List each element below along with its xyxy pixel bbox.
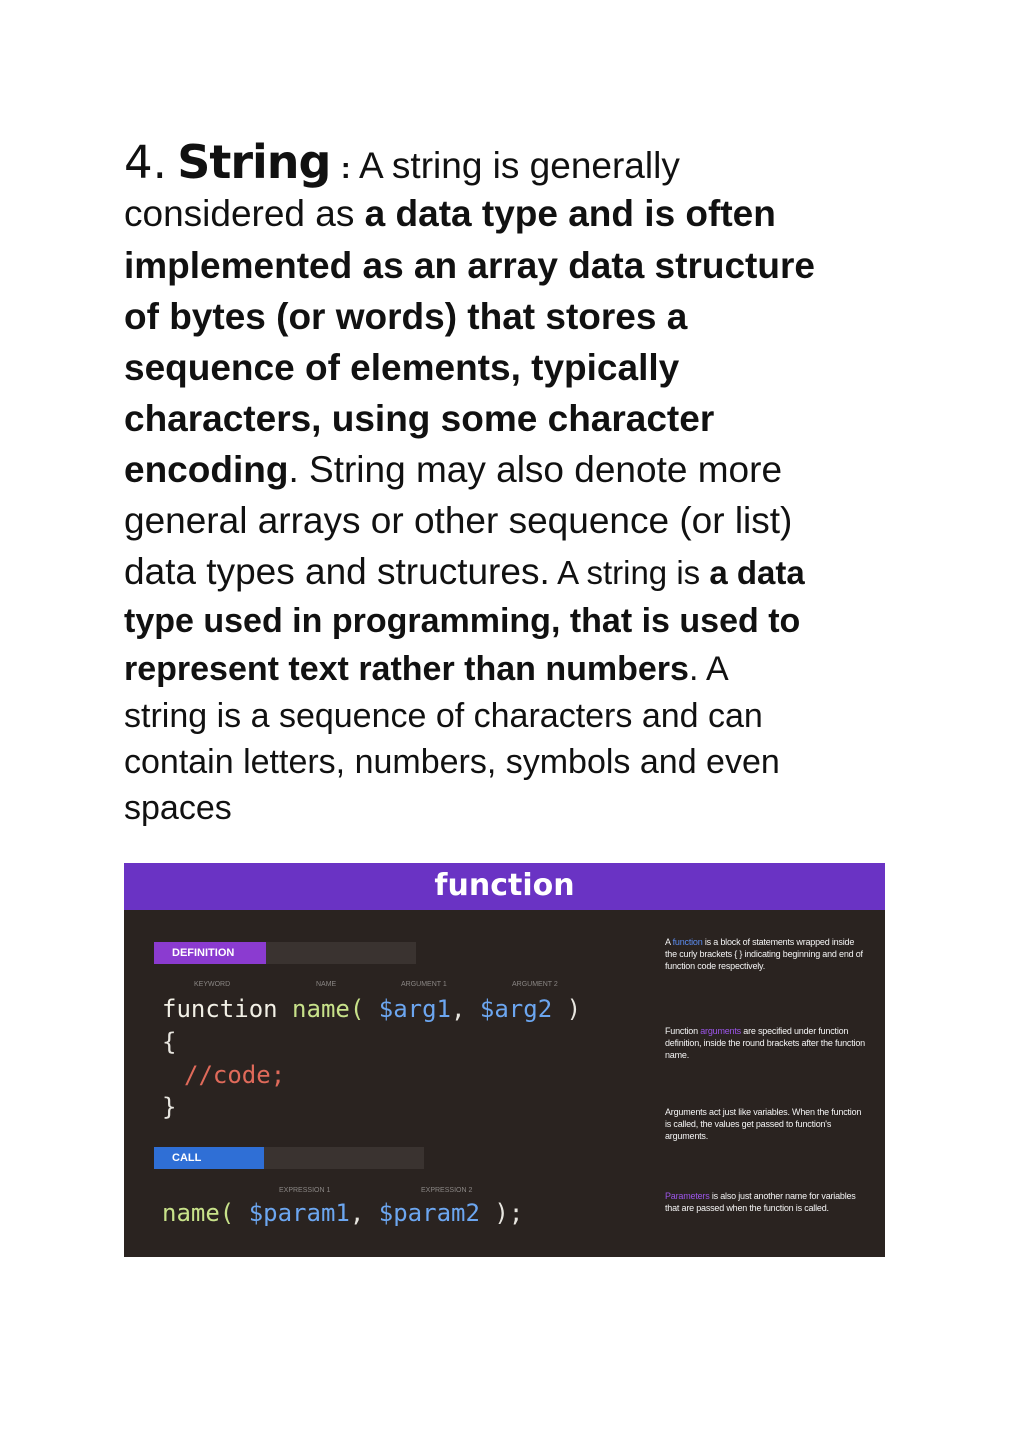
arg1-token: $arg1	[378, 995, 451, 1023]
keyword-token: function	[162, 995, 278, 1023]
close-paren-token: )	[566, 995, 582, 1023]
text-line-1: A string is generally	[359, 145, 680, 186]
bold-span: of bytes (or words) that stores a	[124, 296, 688, 337]
name-token: name(	[292, 995, 365, 1023]
section-number: 4.	[124, 136, 167, 189]
text-span: considered as	[124, 193, 365, 234]
keyword-label: KEYWORD	[194, 981, 231, 988]
function-note	[665, 936, 865, 972]
text-span: . String may also denote more	[288, 449, 783, 490]
call-name-token: name(	[162, 1199, 235, 1227]
note-text: Arguments act just like variables. When the function is called, the values get passed to function's arguments.	[665, 1107, 862, 1141]
note-text: is a block of statements wrapped inside the curly brackets { } indicating beginning and end of function code respectively.	[665, 937, 863, 971]
argument1-label: ARGUMENT 1	[401, 981, 447, 988]
text-line-7	[124, 444, 914, 495]
bold-span: type used in programming, that is used to	[124, 602, 801, 640]
text-line-8	[124, 495, 914, 546]
text-span: general arrays or other sequence (or list)	[124, 500, 793, 541]
function-diagram-image	[124, 863, 885, 1257]
note-highlight: function	[672, 937, 703, 947]
bold-span: characters, using some character	[124, 398, 715, 439]
definition-tag-bar	[266, 942, 416, 964]
call-end-token: );	[494, 1199, 524, 1227]
text-line-14	[124, 785, 914, 831]
text-line-10	[124, 597, 914, 645]
bold-span: a data	[709, 554, 805, 591]
text-line-13	[124, 739, 914, 785]
call-tag-bar	[264, 1147, 424, 1169]
figure-title: function	[434, 868, 575, 903]
text-span: contain letters, numbers, symbols and even	[124, 743, 780, 781]
bold-span: represent text rather than numbers	[124, 650, 689, 688]
expression2-label: EXPRESSION 2	[421, 1187, 473, 1194]
argument2-label: ARGUMENT 2	[512, 981, 558, 988]
section-colon: :	[340, 152, 351, 185]
note-text: A	[665, 937, 673, 947]
name-label: NAME	[316, 981, 337, 988]
text-line-6	[124, 393, 914, 444]
comma-token: ,	[451, 995, 466, 1023]
bold-span: sequence of elements, typically	[124, 347, 680, 388]
function-definition-line	[162, 994, 581, 1024]
param2-token: $param2	[378, 1199, 480, 1227]
comma-token: ,	[349, 1199, 365, 1227]
open-brace: {	[162, 1028, 177, 1056]
param1-token: $param1	[248, 1199, 350, 1227]
function-call-line	[162, 1198, 523, 1228]
expression1-label: EXPRESSION 1	[279, 1187, 331, 1194]
note-text: are specified under function definition, inside the round brackets after the function name.	[665, 1026, 865, 1060]
bold-span: a data type and is often	[364, 193, 776, 234]
text-span: spaces	[124, 789, 232, 827]
heading-line	[124, 128, 914, 188]
text-line-9	[124, 546, 914, 597]
parameters-note	[665, 1190, 865, 1214]
note-text: Function	[665, 1026, 701, 1036]
definition-tag: DEFINITION	[154, 942, 284, 964]
call-tag: CALL	[154, 1147, 282, 1169]
variables-note	[665, 1106, 865, 1142]
arguments-note	[665, 1025, 865, 1061]
text-line-5	[124, 342, 914, 393]
text-span: A string is	[549, 554, 710, 591]
text-span: . A	[688, 650, 729, 688]
text-line-4	[124, 291, 914, 342]
text-line-11	[124, 645, 914, 693]
string-definition-text	[124, 128, 914, 831]
text-span: string is a sequence of characters and can	[124, 697, 763, 735]
note-highlight: arguments	[700, 1026, 741, 1036]
arg2-token: $arg2	[479, 995, 553, 1023]
text-line-12	[124, 693, 914, 739]
text-line-2	[124, 188, 914, 240]
bold-span: implemented as an array data structure	[124, 245, 815, 286]
code-comment: //code;	[184, 1061, 286, 1089]
bold-span: encoding	[124, 449, 289, 490]
note-highlight: Parameters	[665, 1191, 710, 1201]
text-line-3	[124, 240, 914, 291]
note-text: is also just another name for variables that are passed when the function is called.	[665, 1191, 856, 1213]
close-brace: }	[162, 1093, 177, 1121]
text-span: data types and structures.	[124, 551, 550, 592]
section-term: String	[177, 135, 331, 189]
